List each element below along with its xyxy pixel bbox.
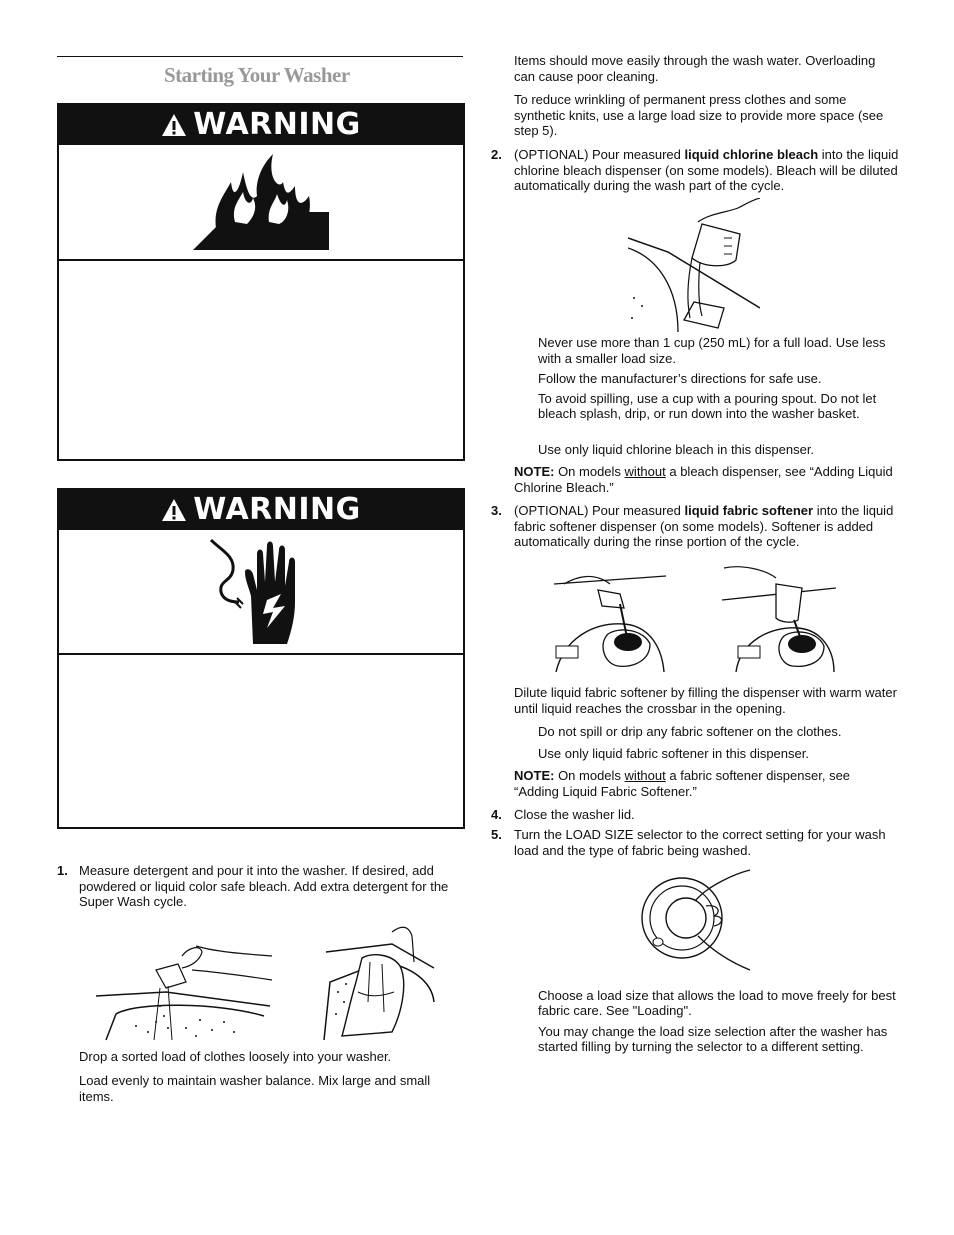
step-2-text: (OPTIONAL) Pour measured liquid chlorine bleach into the liquid chlorine bleach dispenser (on some models). Bleach will be diluted automatically during the wash part of the cycle. (514, 147, 899, 193)
softener-pour-illustration-2 (722, 560, 836, 672)
step-2-number: 2. (491, 147, 502, 162)
warning-label: WARNING (193, 107, 361, 143)
step-1-para-2: Load evenly to maintain washer balance. Mix large and small items. (79, 1073, 431, 1104)
step-5-para-1: Choose a load size that allows the load to move freely for best fabric care. See "Loading". (538, 988, 896, 1018)
step-4-text: Close the washer lid. (514, 807, 635, 822)
step-3-note: NOTE: On models without a fabric softener dispenser, see “Adding Liquid Fabric Softener.” (514, 768, 851, 799)
step-1-para-4: To reduce wrinkling of permanent press clothes and some synthetic knits, use a large load size to provide more space (see step 5). (514, 92, 884, 138)
step-3-number: 3. (491, 503, 502, 518)
step-3-para-3: Use only liquid fabric softener in this dispenser. (538, 746, 809, 761)
load-size-selector-illustration (638, 866, 754, 980)
pour-detergent-illustration (96, 936, 272, 1042)
step-2-para-4: Use only liquid chlorine bleach in this dispenser. (538, 442, 815, 457)
step-2-para-2: Follow the manufacturer’s directions for safe use. (538, 371, 822, 386)
shock-warning-box (57, 488, 465, 829)
step-2-para-3: To avoid spilling, use a cup with a pouring spout. Do not let bleach splash, drip, or run down into the washer basket. (538, 391, 877, 421)
step-3-text: (OPTIONAL) Pour measured liquid fabric softener into the liquid fabric softener dispenser (on some models). Softener is added automatically during the rinse portion of the cycle. (514, 503, 894, 549)
step-1-para-3: Items should move easily through the wash water. Overloading can cause poor cleaning. (514, 53, 876, 84)
page-title: Starting Your Washer (164, 63, 350, 87)
softener-pour-illustration-1 (554, 568, 666, 672)
step-2-para-1: Never use more than 1 cup (250 mL) for a full load. Use less with a smaller load size. (538, 335, 886, 366)
bleach-pour-illustration (628, 198, 760, 332)
step-1-text: Measure detergent and pour it into the washer. If desired, add powdered or liquid color safe bleach. Add extra detergent for the Super Wash cycle. (79, 863, 449, 909)
warning-header (59, 105, 463, 145)
fire-icon (191, 152, 331, 252)
fire-warning-box (57, 103, 465, 461)
step-3-para-2: Do not spill or drip any fabric softener on the clothes. (538, 724, 842, 739)
load-clothes-illustration (322, 922, 436, 1042)
step-5-text: Turn the LOAD SIZE selector to the correct setting for your wash load and the type of fabric being washed. (514, 827, 886, 858)
alert-triangle-icon (161, 113, 187, 137)
header-rule (57, 56, 463, 57)
warning-header (59, 490, 463, 530)
electrical-shock-icon (201, 536, 321, 648)
step-5-para-2: You may change the load size selection after the washer has started filling by turning the selector to a different setting. (538, 1024, 888, 1054)
step-2-note: NOTE: On models without a bleach dispenser, see “Adding Liquid Chlorine Bleach.” (514, 464, 893, 495)
step-5-number: 5. (491, 827, 502, 842)
step-1-para-1: Drop a sorted load of clothes loosely into your washer. (79, 1049, 392, 1064)
step-1-number: 1. (57, 863, 68, 878)
alert-triangle-icon (161, 498, 187, 522)
shock-icon-panel (59, 530, 463, 655)
fire-icon-panel (59, 145, 463, 261)
step-3-para-1: Dilute liquid fabric softener by filling the dispenser with warm water until liquid reaches the crossbar in the opening. (514, 685, 897, 716)
warning-label: WARNING (193, 492, 361, 528)
step-4-number: 4. (491, 807, 502, 822)
